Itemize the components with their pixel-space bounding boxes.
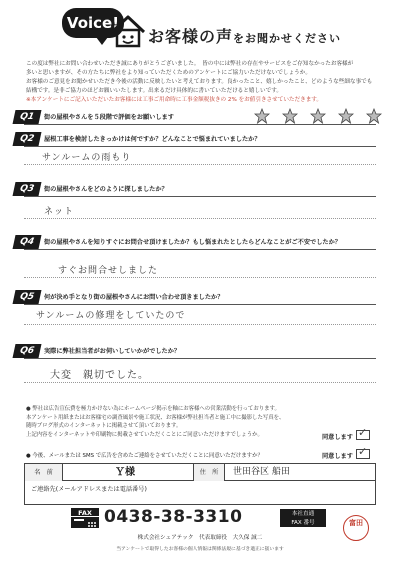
customer-info-table xyxy=(24,463,376,505)
intro-text xyxy=(26,60,376,105)
star-icon[interactable] xyxy=(366,108,382,124)
header-title xyxy=(148,24,341,47)
privacy-note: 当アンケートで取得したお客様の個人情報は関係法規に基づき適正に扱います xyxy=(116,547,284,552)
answer-line xyxy=(24,324,376,325)
question-number: Q5 xyxy=(13,290,42,304)
star-icon[interactable] xyxy=(254,108,270,124)
agree-checkbox-sms[interactable] xyxy=(356,445,370,459)
question-text: 実際に弊社担当者がお伺いしていかがでしたか？ xyxy=(44,348,181,355)
fax-tag-line: FAX 番号 xyxy=(291,519,315,526)
intro-line: この度は弊社にお問い合わせいただき誠にありがとうございました。 皆の中には弊社の存在やサービスをご存知なかったお客様が xyxy=(26,61,354,67)
company-info: 株式会社シェアテック 代表取締役 大久保 誠二 xyxy=(137,535,263,541)
question-bar xyxy=(18,184,376,197)
publication-consent-text xyxy=(26,405,346,439)
header-title-main: お客様の声 xyxy=(148,27,234,46)
question-bar xyxy=(18,237,376,250)
fax-icon-label: FAX xyxy=(78,509,92,517)
agree-label-publication: 同意します xyxy=(322,434,353,441)
star-icon[interactable] xyxy=(282,108,298,124)
address-field[interactable]: 世田谷区 船田 xyxy=(233,467,290,477)
question-2 xyxy=(18,134,376,163)
voice-badge: Voice! xyxy=(62,8,124,38)
consent-line: 随時ブログ形式のインターネットに掲載させて頂いております。 xyxy=(26,423,182,430)
header-title-small: をお聞かせください xyxy=(233,32,342,45)
house-icon xyxy=(110,14,146,48)
agree-label-sms: 同意します xyxy=(322,453,353,460)
rating-stars[interactable] xyxy=(254,108,382,124)
sms-consent-text: ● 今後、メールまたは SMS で広告を含めたご連絡をさせていただくことに同意いただけますか？ xyxy=(26,453,263,459)
fax-tag-line: 本社直通 xyxy=(291,511,315,517)
fax-bar xyxy=(70,508,330,528)
question-bar xyxy=(18,346,376,359)
star-icon[interactable] xyxy=(310,108,326,124)
contact-label: ご連絡先(メールアドレスまたは電話番号) xyxy=(31,486,147,493)
answer-line xyxy=(24,382,376,383)
answer-line xyxy=(24,218,376,219)
question-6 xyxy=(18,346,376,381)
answer-text[interactable]: サンルームの雨もり xyxy=(42,153,132,163)
agree-checkbox-publication[interactable] xyxy=(356,426,370,440)
question-1 xyxy=(18,112,376,125)
question-number: Q1 xyxy=(13,110,42,124)
name-field[interactable]: Ｙ様 xyxy=(115,467,135,478)
question-text: 街の屋根やさんを５段階で評価をお願いします xyxy=(44,114,174,121)
consent-line: 本アンケート用紙またはお客様宅の調査風景や施工状況、お客様が弊社担当者と施工中に撮影した写真を、 xyxy=(26,414,285,421)
fax-tag xyxy=(280,509,326,527)
question-bar xyxy=(18,134,376,147)
question-5 xyxy=(18,292,376,321)
question-4 xyxy=(18,237,376,276)
info-row xyxy=(25,464,375,481)
fax-number: 0438-38-3310 xyxy=(104,507,243,527)
fax-machine-icon xyxy=(70,508,100,528)
question-3 xyxy=(18,184,376,217)
question-bar xyxy=(18,292,376,305)
intro-line: 多いと思いますが、その方たちに弊社をより知っていただくためのアンケートにご協力いただけないでしょうか。 xyxy=(26,70,311,76)
intro-line: お客様のご意見をお聞かせいただき今後の活動に反映したいと考えております。良かったこと、嬉しかったこと、どのような些細な事でも xyxy=(26,79,373,85)
discount-note: ※本アンケートにご記入いただいたお客様には工事ご用命時に工事金額税抜きの 2% をお値引きさせていただきます。 xyxy=(26,97,323,103)
seal-stamp: 富田 xyxy=(343,515,369,541)
question-text: 街の屋根やさんを知りすぐにお問合せ頂けましたか？もし悩まれたとしたらどんなことがご不安でしたか？ xyxy=(44,239,341,246)
answer-line xyxy=(24,277,376,278)
question-number: Q2 xyxy=(13,132,42,146)
question-bar xyxy=(18,112,376,125)
question-number: Q6 xyxy=(13,344,42,358)
answer-text[interactable]: サンルームの修理をしていたので xyxy=(36,311,186,321)
intro-line: 結構です。是非ご協力のほどお願いいたします。出来るだけ具体的に書いていただけると嬉しいです。 xyxy=(26,88,282,94)
address-label: 住 所 xyxy=(193,464,225,481)
answer-text[interactable]: 大変 親切でした。 xyxy=(50,370,149,381)
check-icon: ✓ xyxy=(358,445,368,458)
consent-line: 上記内容をインターネットや印刷物に掲載させていただくことにご同意いただけますでしょうか。 xyxy=(26,431,263,438)
header xyxy=(0,0,400,58)
check-icon: ✓ xyxy=(358,426,368,439)
answer-line xyxy=(24,164,376,165)
question-number: Q4 xyxy=(13,235,42,249)
star-icon[interactable] xyxy=(338,108,354,124)
question-number: Q3 xyxy=(13,182,42,196)
question-text: 街の屋根やさんをどのように探しましたか？ xyxy=(44,186,168,193)
answer-text[interactable]: すぐお問合せしました xyxy=(58,266,159,276)
consent-line: ● 弊社は広告宣伝費を極力かけない為にホームページ掲示を軸にお客様への営業活動を行っております。 xyxy=(26,406,280,412)
name-label: 名 前 xyxy=(25,464,63,481)
answer-text[interactable]: ネット xyxy=(44,207,75,217)
question-text: 何が決め手となり街の屋根やさんにお問い合わせ頂きましたか？ xyxy=(44,294,224,301)
question-text: 屋根工事を検討したきっかけは何ですか？どんなことで悩まれていましたか？ xyxy=(44,136,261,143)
